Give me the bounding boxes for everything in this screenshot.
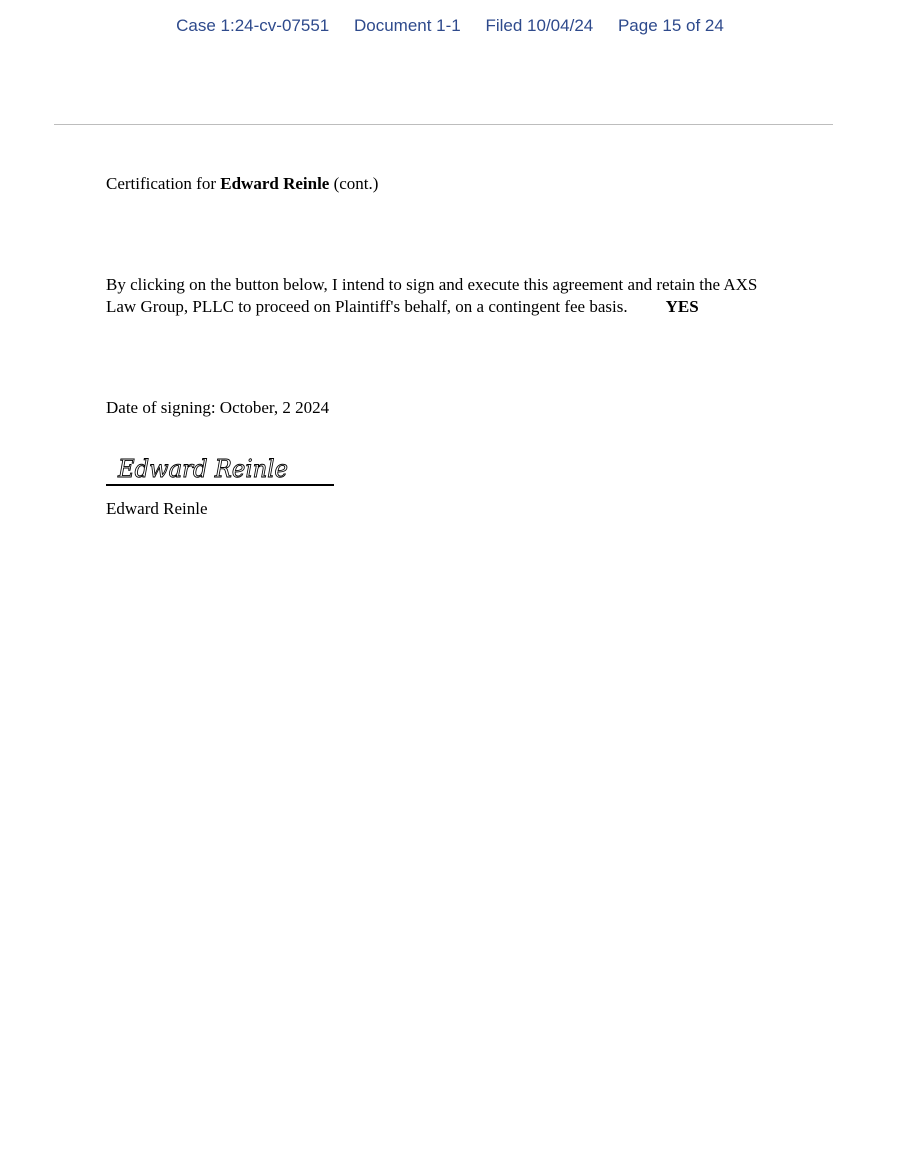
signing-date: Date of signing: October, 2 2024 <box>106 398 330 417</box>
signature-line <box>106 450 334 486</box>
certification-prefix: Certification for <box>106 174 216 193</box>
header-divider <box>54 124 833 125</box>
filed-date: Filed 10/04/24 <box>485 16 594 35</box>
agreement-paragraph <box>106 274 806 318</box>
certification-heading <box>106 173 378 195</box>
signer-name: Edward Reinle <box>106 499 208 518</box>
certification-name: Edward Reinle <box>220 174 330 193</box>
agreement-answer: YES <box>665 297 699 316</box>
document-number: Document 1-1 <box>353 16 461 35</box>
agreement-line-1: By clicking on the button below, I intend to sign and execute this agreement and retain the AXS <box>106 275 758 294</box>
agreement-line-2-row <box>106 296 806 318</box>
agreement-line-2: Law Group, PLLC to proceed on Plaintiff's behalf, on a contingent fee basis. <box>106 297 628 316</box>
page-header <box>0 16 900 36</box>
signature-glyphs: Edward Reinle <box>117 455 288 483</box>
handwritten-signature <box>116 452 316 484</box>
page-number: Page 15 of 24 <box>617 16 724 35</box>
case-number: Case 1:24-cv-07551 <box>176 16 330 35</box>
certification-suffix: (cont.) <box>333 174 379 193</box>
